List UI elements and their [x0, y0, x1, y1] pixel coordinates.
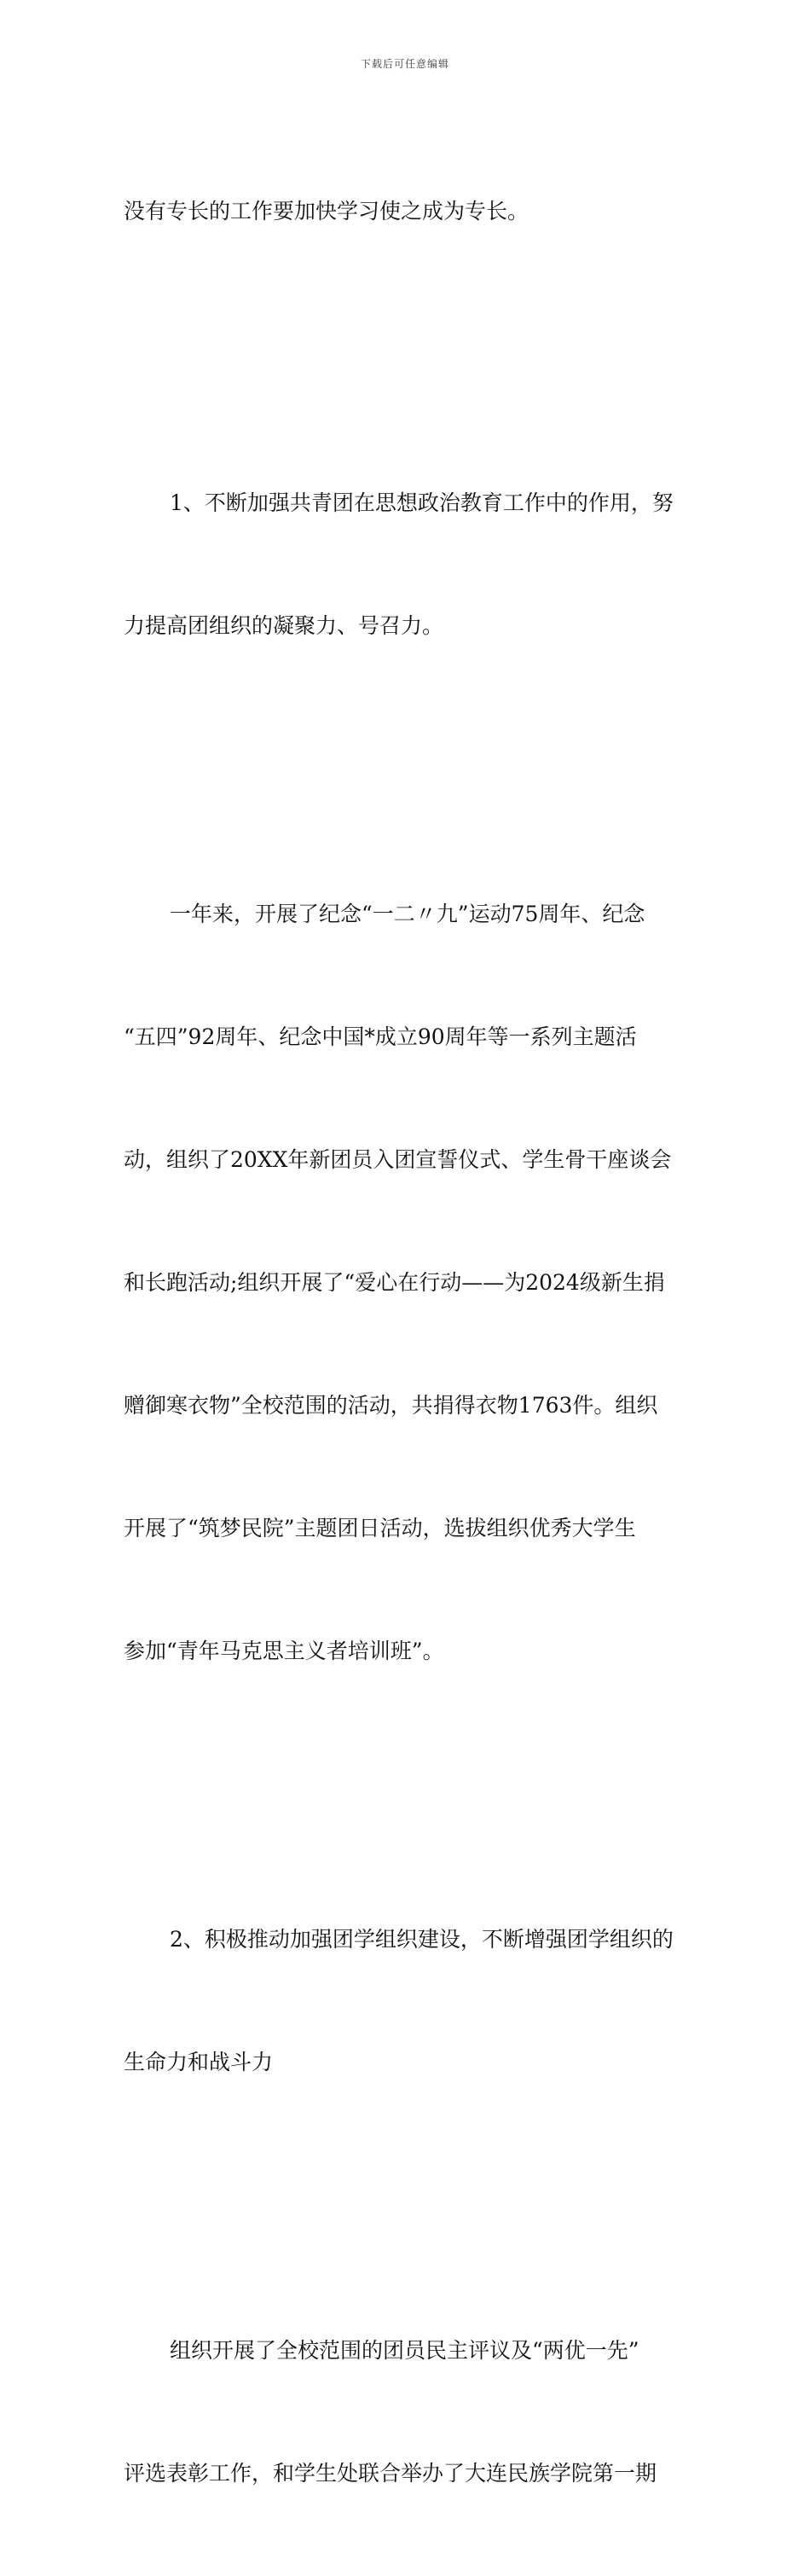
paragraph-section-2-body — [124, 2248, 688, 2576]
text-line: 参加“青年马克思主义者培训班”。 — [124, 1639, 444, 1663]
text-line: 动，组织了20XX年新团员入团宣誓仪式、学生骨干座谈会 — [124, 1147, 672, 1172]
text-line: 生命力和战斗力 — [124, 2050, 274, 2074]
paragraph-continuation — [124, 109, 688, 314]
paragraph-section-1-heading — [124, 401, 688, 728]
paragraph-section-1-body — [124, 812, 688, 1754]
text-line: 组织开展了全校范围的团员民主评议及“两优一先” — [170, 2338, 639, 2363]
text-line: 1、不断加强共青团在思想政治教育工作中的作用，努 — [170, 490, 674, 515]
header-note: 下载后可任意编辑 — [360, 58, 449, 70]
paragraph-section-2-heading — [124, 1837, 688, 2165]
text-line: “五四”92周年、纪念中国*成立90周年等一系列主题活 — [124, 1024, 637, 1049]
text-line: 一年来，开展了纪念“一二〃九”运动75周年、纪念 — [170, 902, 645, 926]
document-body — [124, 109, 688, 2576]
text-line: 评选表彰工作，和学生处联合举办了大连民族学院第一期 — [124, 2461, 657, 2486]
text-line: 力提高团组织的凝聚力、号召力。 — [124, 613, 444, 638]
text-line: 2、积极推动加强团学组织建设，不断增强团学组织的 — [170, 1927, 674, 1952]
text-line: 赠御寒衣物”全校范围的活动，共捐得衣物1763件。组织 — [124, 1393, 658, 1418]
text-line: 和长跑活动;组织开展了“爱心在行动——为2024级新生捐 — [124, 1270, 665, 1295]
text-line: 开展了“筑梦民院”主题团日活动，选拔组织优秀大学生 — [124, 1516, 636, 1540]
text-line: 没有专长的工作要加快学习使之成为专长。 — [124, 199, 529, 223]
